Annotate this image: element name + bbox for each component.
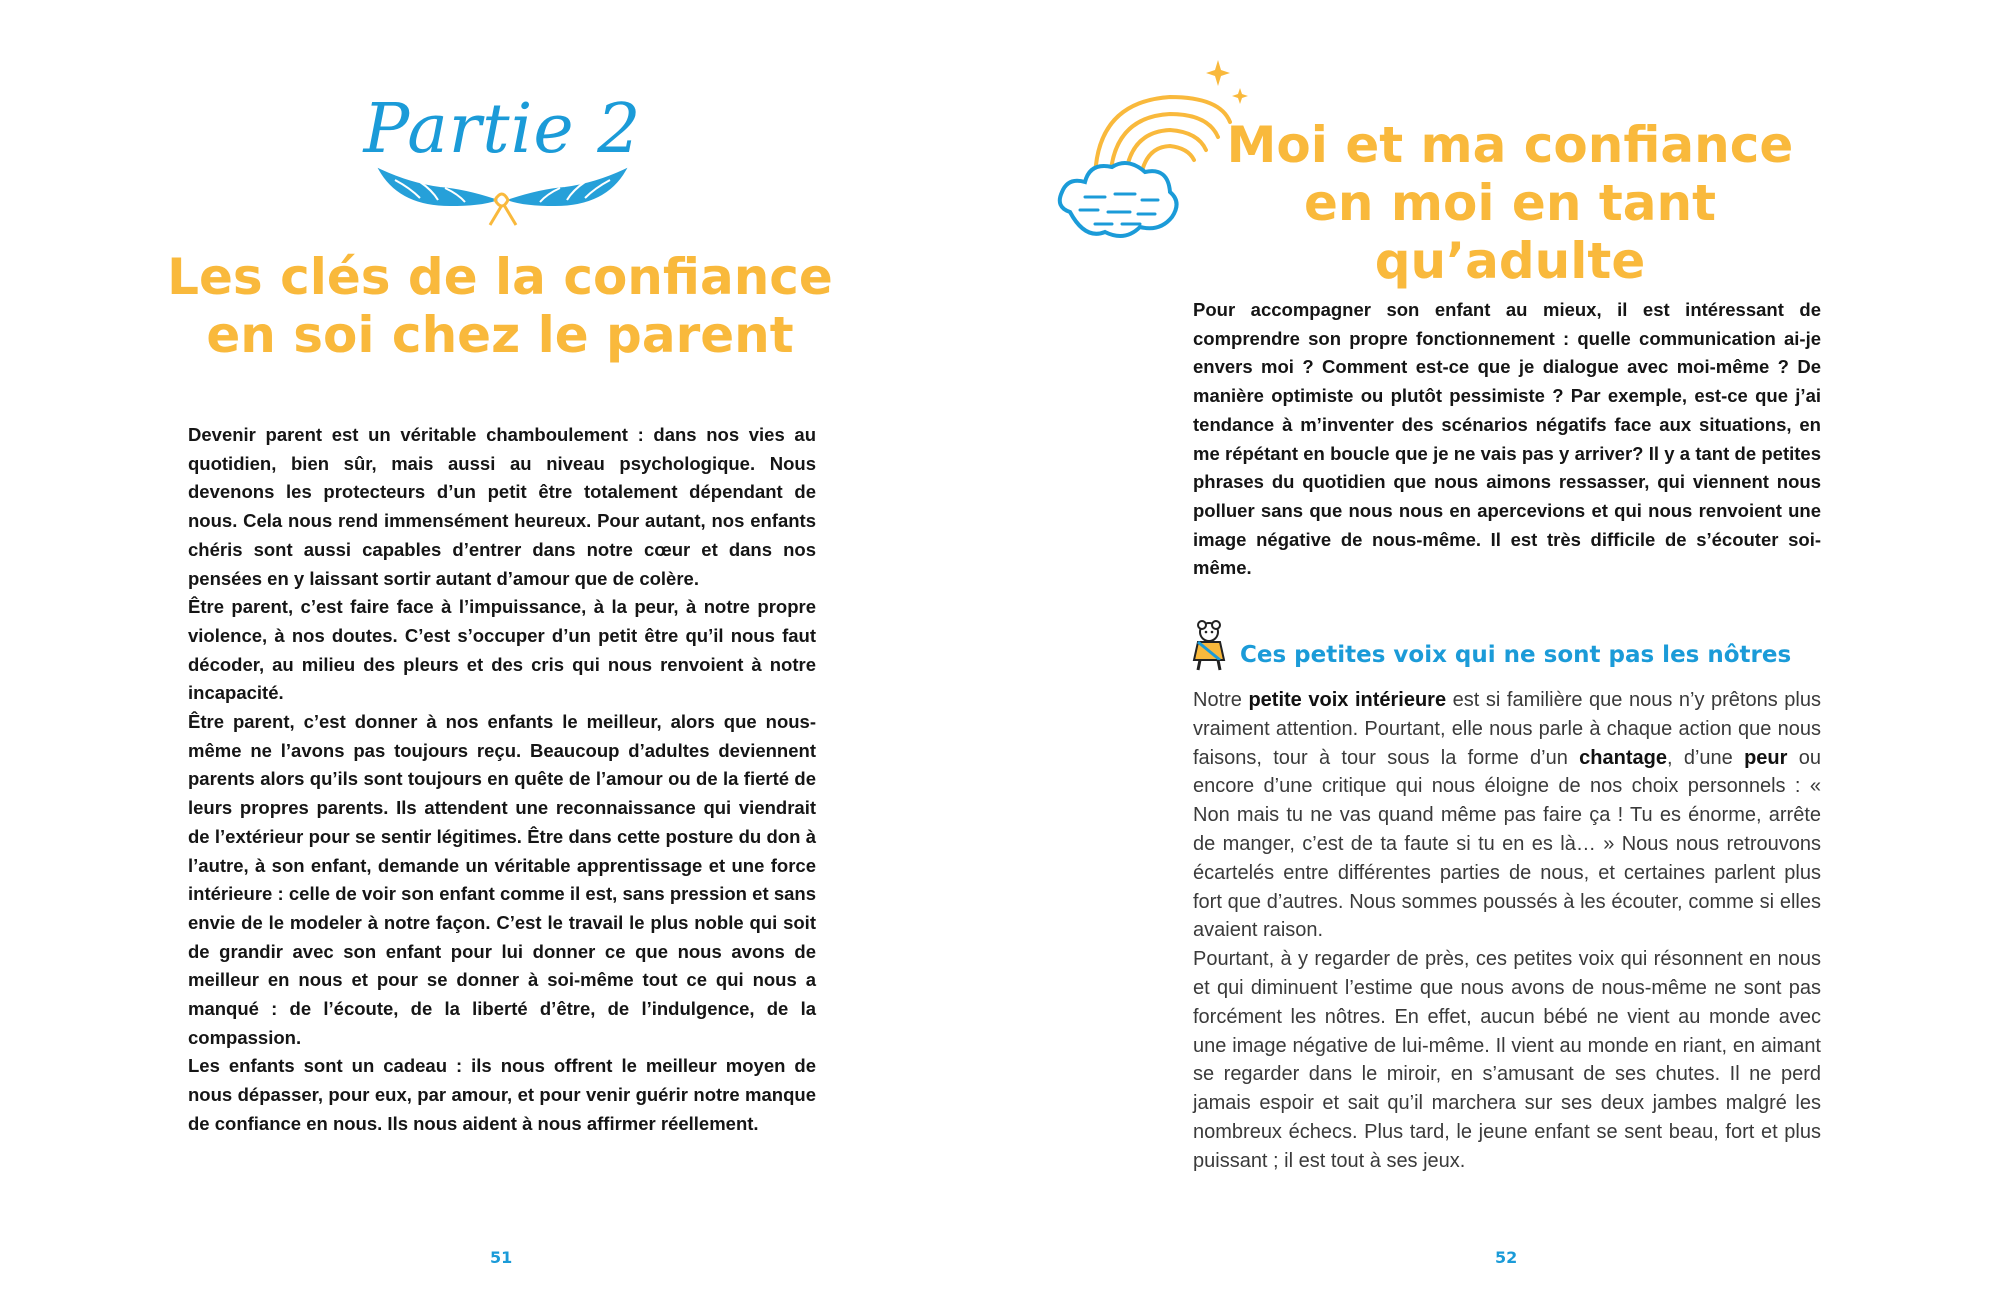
bold-term: petite voix intérieure (1248, 689, 1447, 711)
bold-term: peur (1744, 746, 1788, 769)
right-intro (1193, 296, 1821, 583)
right-heading-line1: Moi et ma confiance (1226, 116, 1794, 174)
left-heading-line2: en soi chez le parent (206, 306, 794, 364)
bold-term: chantage (1579, 746, 1667, 769)
text-run: , d’une (1666, 746, 1745, 769)
page-number: 51 (490, 1248, 513, 1267)
paragraph (1193, 686, 1821, 945)
right-heading-line2: en moi en tant qu’adulte (1304, 174, 1716, 290)
part-title: Partie 2 (363, 90, 642, 169)
right-heading (1195, 116, 1825, 290)
subheading-block (1190, 620, 1830, 670)
intro-paragraph: Pour accompagner son enfant au mieux, il est intéressant de comprendre son propre fonctionnement : quelle communication ai-je envers moi ? Comment est-ce que je dialogue avec moi-même ? De manière optimiste ou plutôt pessimiste ? Par exemple, est-ce que j’ai tendance à m’inventer des scénarios négatifs face aux situations, en me répétant en boucle que je ne vais pas y arriver? Il y a tant de petites phrases du quotidien que nous aimons ressasser, qui viennent nous polluer sans que nous nous en apercevions et qui nous renvoient une image négative de nous-même. Il est très difficile de s’écouter soi-même. (1193, 299, 1821, 579)
text-run: ou encore d’une critique qui nous éloigne de nos choix personnels : « Non mais tu ne vas quand même pas faire ça ! Tu es énorme, arrête de manger, c’est de ta faute si tu en es là… » Nous nous retrouvons écartelés entre différentes parties de nous, et certaines parlent plus fort que d’autres. Nous sommes poussés à les écouter, comme si elles avaient raison. (1193, 746, 1821, 942)
page-number: 52 (1495, 1248, 1518, 1267)
mascot-icon (1190, 620, 1228, 672)
leaf-ornament-icon (370, 160, 635, 230)
paragraph: Être parent, c’est faire face à l’impuissance, à la peur, à notre propre violence, à nos doutes. C’est s’occuper d’un petit être qu’il nous faut décoder, au milieu des pleurs et des cris qui nous renvoient à notre incapacité. (188, 596, 816, 704)
text-run: Notre (1193, 689, 1249, 711)
left-heading-line1: Les clés de la confiance (167, 248, 833, 306)
subheading: Ces petites voix qui ne sont pas les nôtres (1240, 642, 1792, 668)
text-run: est si familière que nous n’y prêtons plus vraiment attention. Pourtant, elle nous parle à chaque action que nous faisons, tour à tour sous la forme d’un (1193, 689, 1821, 769)
left-body (188, 421, 816, 1139)
paragraph: Les enfants sont un cadeau : ils nous offrent le meilleur moyen de nous dépasser, pour eux, par amour, et pour venir guérir notre manque de confiance en nous. Ils nous aident à nous affirmer réellement. (188, 1055, 816, 1134)
right-body (1193, 686, 1821, 1176)
right-page (1000, 0, 2000, 1312)
paragraph: Pourtant, à y regarder de près, ces petites voix qui résonnent en nous et qui diminuent l’estime que nous avons de nous-même ne sont pas forcément les nôtres. En effet, aucun bébé ne vient au monde avec une image négative de lui-même. Il vient au monde en riant, en aimant se regarder dans le miroir, en s’amusant de ses chutes. Il ne perd jamais espoir et sait qu’il marchera sur ses deux jambes malgré les nombreux échecs. Plus tard, le jeune enfant se sent beau, fort et plus puissant ; il est tout à ses jeux. (1193, 948, 1821, 1172)
paragraph: Devenir parent est un véritable chamboulement : dans nos vies au quotidien, bien sûr, mais aussi au niveau psychologique. Nous devenons les protecteurs d’un petit être totalement dépendant de nous. Cela nous rend immensément heureux. Pour autant, nos enfants chéris sont aussi capables d’entrer dans notre cœur et dans nos pensées en y laissant sortir autant d’amour que de colère. (188, 424, 816, 589)
left-heading (150, 248, 850, 364)
paragraph: Être parent, c’est donner à nos enfants le meilleur, alors que nous-même ne l’avons pas toujours reçu. Beaucoup d’adultes deviennent parents alors qu’ils sont toujours en quête de l’amour ou de la fierté de leurs propres parents. Ils attendent une reconnaissance qui viendrait de l’extérieur pour se sentir légitimes. Être dans cette posture du don à l’autre, à son enfant, demande un véritable apprentissage et une force intérieure : celle de voir son enfant comme il est, sans pression et sans envie de le modeler à notre façon. C’est le travail le plus noble qui soit de grandir avec son enfant pour lui donner ce que nous avons de meilleur en nous et pour se donner à soi-même tout ce qui nous a manqué : de l’écoute, de la liberté d’être, de l’indulgence, de la compassion. (188, 711, 816, 1048)
